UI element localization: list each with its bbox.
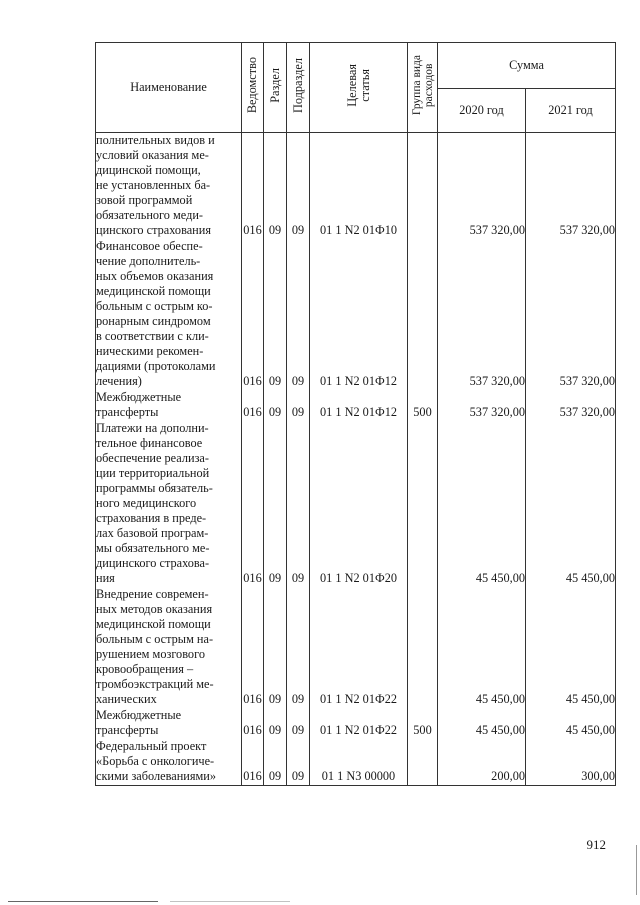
cell-sum-2021: 537 320,00 bbox=[526, 239, 616, 390]
cell-dept: 016 bbox=[242, 587, 264, 708]
cell-subsection: 09 bbox=[287, 390, 310, 421]
cell-section: 09 bbox=[264, 421, 287, 587]
cell-name: Внедрение современ- ных методов оказания медицинской помощи больным с острым на- рушением мозгового кровообращения – тромбоэкстракций ме- ханических bbox=[96, 587, 242, 708]
cell-target: 01 1 N2 01Ф20 bbox=[310, 421, 408, 587]
cell-section: 09 bbox=[264, 708, 287, 739]
table-row bbox=[96, 587, 616, 708]
cell-target: 01 1 N2 01Ф22 bbox=[310, 708, 408, 739]
header-section-label: Раздел bbox=[267, 68, 282, 103]
header-exptype bbox=[408, 43, 438, 133]
cell-target: 01 1 N3 00000 bbox=[310, 739, 408, 786]
cell-sum-2021: 45 450,00 bbox=[526, 587, 616, 708]
table-row bbox=[96, 239, 616, 390]
header-sum: Сумма bbox=[438, 43, 616, 89]
cell-sum-2020: 537 320,00 bbox=[438, 390, 526, 421]
table-row bbox=[96, 390, 616, 421]
cell-dept: 016 bbox=[242, 390, 264, 421]
cell-sum-2020: 200,00 bbox=[438, 739, 526, 786]
table-row bbox=[96, 708, 616, 739]
header-target bbox=[310, 43, 408, 133]
cell-dept: 016 bbox=[242, 739, 264, 786]
cell-sum-2020: 45 450,00 bbox=[438, 421, 526, 587]
cell-target: 01 1 N2 01Ф10 bbox=[310, 133, 408, 240]
cell-sum-2020: 537 320,00 bbox=[438, 239, 526, 390]
header-dept-label: Ведомство bbox=[245, 57, 259, 114]
cell-target: 01 1 N2 01Ф12 bbox=[310, 239, 408, 390]
cell-subsection: 09 bbox=[287, 739, 310, 786]
cell-exptype bbox=[408, 739, 438, 786]
cell-exptype bbox=[408, 133, 438, 240]
cell-exptype bbox=[408, 421, 438, 587]
scan-artifact-line bbox=[170, 901, 290, 902]
cell-dept: 016 bbox=[242, 421, 264, 587]
header-subsection bbox=[287, 43, 310, 133]
cell-exptype bbox=[408, 239, 438, 390]
cell-sum-2021: 537 320,00 bbox=[526, 133, 616, 240]
cell-exptype bbox=[408, 587, 438, 708]
cell-sum-2020: 45 450,00 bbox=[438, 587, 526, 708]
cell-name: Финансовое обеспе- чение дополнитель- ных объемов оказания медицинской помощи больным с острым ко- ронарным синдромом в соответствии с кли- ническими рекомен- дациями (протоколами лечения) bbox=[96, 239, 242, 390]
header-exptype-label: Группа вида расходов bbox=[410, 55, 435, 116]
header-target-label: Целевая статья bbox=[344, 64, 372, 107]
cell-subsection: 09 bbox=[287, 239, 310, 390]
cell-target: 01 1 N2 01Ф22 bbox=[310, 587, 408, 708]
cell-section: 09 bbox=[264, 239, 287, 390]
page-number: 912 bbox=[586, 837, 606, 852]
header-subsection-label: Подраздел bbox=[290, 57, 305, 114]
cell-sum-2021: 300,00 bbox=[526, 739, 616, 786]
table-body bbox=[96, 133, 616, 786]
table-row bbox=[96, 133, 616, 240]
header-dept bbox=[242, 43, 264, 133]
cell-subsection: 09 bbox=[287, 421, 310, 587]
cell-sum-2020: 537 320,00 bbox=[438, 133, 526, 240]
cell-section: 09 bbox=[264, 739, 287, 786]
header-year-2021: 2021 год bbox=[526, 89, 616, 133]
cell-target: 01 1 N2 01Ф12 bbox=[310, 390, 408, 421]
budget-table bbox=[95, 42, 616, 786]
cell-exptype: 500 bbox=[408, 390, 438, 421]
header-name: Наименование bbox=[96, 43, 242, 133]
header-section bbox=[264, 43, 287, 133]
cell-subsection: 09 bbox=[287, 708, 310, 739]
table-header bbox=[96, 43, 616, 133]
table-row bbox=[96, 739, 616, 786]
cell-sum-2020: 45 450,00 bbox=[438, 708, 526, 739]
cell-section: 09 bbox=[264, 587, 287, 708]
cell-sum-2021: 45 450,00 bbox=[526, 421, 616, 587]
cell-section: 09 bbox=[264, 390, 287, 421]
cell-subsection: 09 bbox=[287, 133, 310, 240]
cell-name: Платежи на дополни- тельное финансовое обеспечение реализа- ции территориальной программы обязатель- ного медицинского страхования в преде- лах базовой програм- мы обязательного ме- дицинского страхова- ния bbox=[96, 421, 242, 587]
cell-dept: 016 bbox=[242, 133, 264, 240]
cell-dept: 016 bbox=[242, 708, 264, 739]
cell-section: 09 bbox=[264, 133, 287, 240]
cell-name: полнительных видов и условий оказания ме- дицинской помощи, не установленных ба- зовой программой обязательного меди- цинского страхования bbox=[96, 133, 242, 240]
scan-edge-mark bbox=[636, 845, 637, 895]
table-row bbox=[96, 421, 616, 587]
cell-sum-2021: 537 320,00 bbox=[526, 390, 616, 421]
cell-name: Федеральный проект «Борьба с онкологиче- скими заболеваниями» bbox=[96, 739, 242, 786]
cell-exptype: 500 bbox=[408, 708, 438, 739]
header-year-2020: 2020 год bbox=[438, 89, 526, 133]
cell-name: Межбюджетные трансферты bbox=[96, 390, 242, 421]
cell-dept: 016 bbox=[242, 239, 264, 390]
cell-subsection: 09 bbox=[287, 587, 310, 708]
cell-name: Межбюджетные трансферты bbox=[96, 708, 242, 739]
scan-artifact-line bbox=[8, 901, 158, 902]
cell-sum-2021: 45 450,00 bbox=[526, 708, 616, 739]
